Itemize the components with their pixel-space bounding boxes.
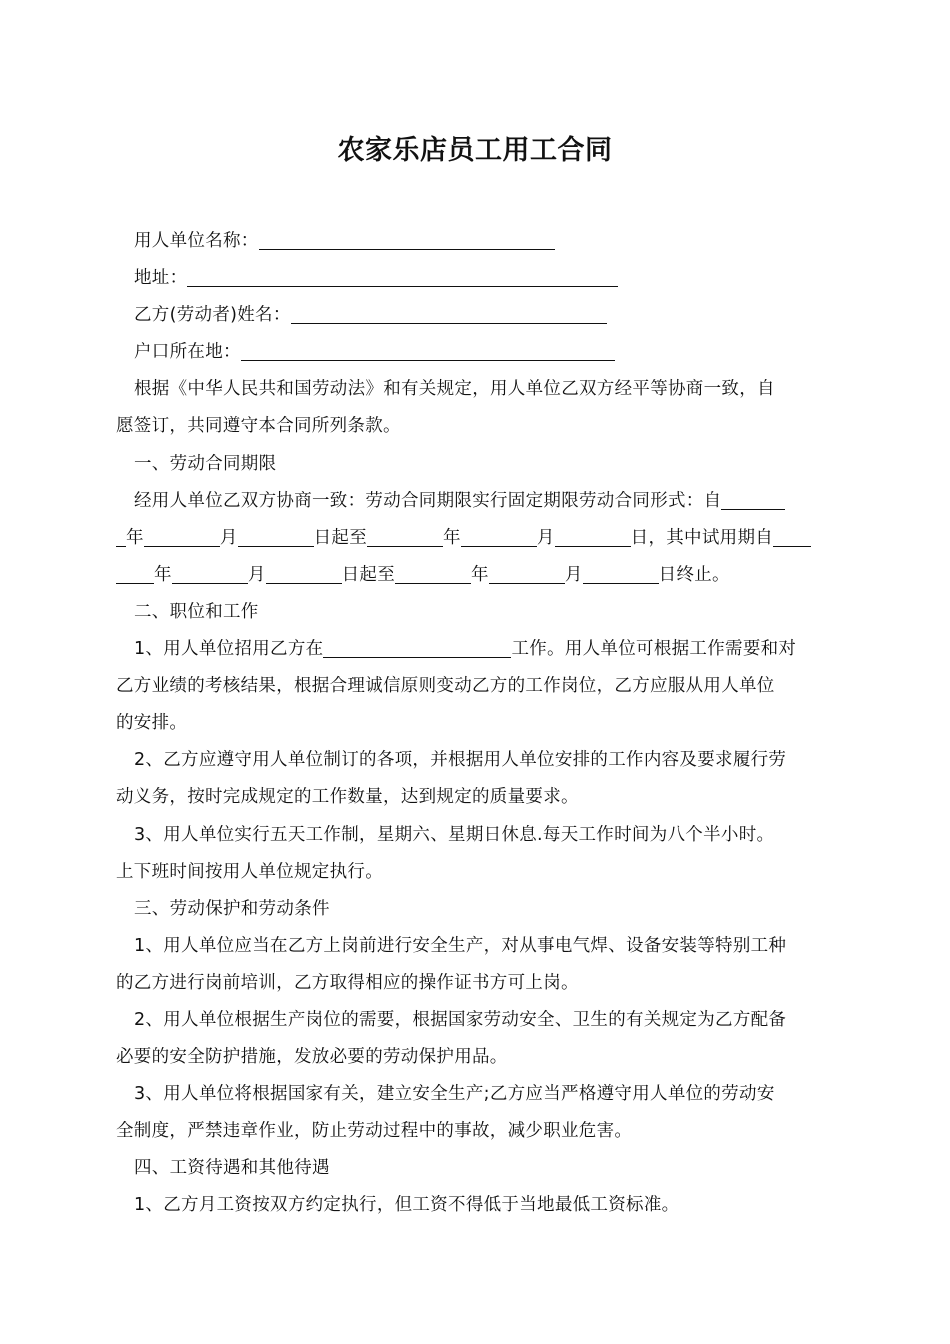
end-year-blank (367, 524, 443, 547)
term-line-2 (116, 520, 836, 557)
start-year-blank-part2 (116, 524, 126, 547)
worker-name-blank (291, 301, 607, 324)
s4-item1-line-1: 1、乙方月工资按双方约定执行，但工资不得低于当地最低工资标准。 (134, 1195, 680, 1216)
s2-item3-line-1: 3、用人单位实行五天工作制，星期六、星期日休息.每天工作时间为八个半小时。 (134, 824, 775, 845)
year-label: 年 (443, 527, 461, 548)
s2-item2-line-1: 2、乙方应遵守用人单位制订的各项，并根据用人单位安排的工作内容及要求履行劳 (134, 750, 787, 771)
probation-year-blank-part2 (116, 561, 154, 584)
end-month-blank (461, 524, 537, 547)
hukou-label: 户口所在地： (134, 342, 241, 363)
s2-item1-text-b: 工作。用人单位可根据工作需要和对 (511, 639, 797, 660)
from-to-label: 日起至 (313, 527, 368, 548)
term-text: 经用人单位乙双方协商一致：劳动合同期限实行固定期限劳动合同形式：自 (134, 490, 722, 511)
hukou-line (116, 334, 836, 371)
start-month-blank (144, 524, 220, 547)
term-line-3 (116, 557, 836, 594)
probation-end-day-blank (583, 561, 659, 584)
document-body (116, 223, 836, 1225)
s2-item1-line-1 (116, 631, 836, 668)
s2-item1-line-3: 的安排。 (116, 713, 188, 734)
probation-end-year-blank (395, 561, 471, 584)
section-1-heading: 一、劳动合同期限 (134, 453, 277, 474)
hukou-blank (241, 338, 615, 361)
section-2-heading: 二、职位和工作 (134, 601, 259, 622)
year-label: 年 (154, 564, 172, 585)
s2-item1-text-a: 1、用人单位招用乙方在 (134, 639, 324, 660)
document-title: 农家乐店员工用工合同 (337, 135, 613, 166)
month-label: 月 (219, 527, 238, 548)
from-to-label: 日起至 (341, 564, 396, 585)
s3-item3-line-2: 全制度，严禁违章作业，防止劳动过程中的事故，减少职业危害。 (116, 1121, 633, 1142)
s3-item1-line-2: 的乙方进行岗前培训，乙方取得相应的操作证书方可上岗。 (116, 972, 579, 993)
start-year-blank-part1 (721, 487, 785, 510)
intro-line-1: 根据《中华人民共和国劳动法》和有关规定，用人单位乙双方经平等协商一致，自 (134, 379, 775, 400)
year-label: 年 (126, 527, 144, 548)
s3-item2-line-1: 2、用人单位根据生产岗位的需要，根据国家劳动安全、卫生的有关规定为乙方配备 (134, 1009, 787, 1030)
worker-name-line (116, 297, 836, 334)
start-day-blank (238, 524, 314, 547)
probation-start-month-blank (172, 561, 248, 584)
address-line (116, 260, 836, 297)
employer-name-label: 用人单位名称： (134, 231, 259, 251)
probation-label: 日，其中试用期自 (630, 527, 774, 548)
probation-year-blank-part1 (773, 524, 811, 547)
s2-item1-line-2: 乙方业绩的考核结果，根据合理诚信原则变动乙方的工作岗位，乙方应服从用人单位 (116, 676, 775, 697)
intro-line-2: 愿签订，共同遵守本合同所列条款。 (116, 416, 401, 437)
employer-name-blank (259, 227, 555, 250)
section-3-heading: 三、劳动保护和劳动条件 (134, 898, 330, 919)
job-position-blank (323, 635, 511, 658)
s2-item2-line-2: 动义务，按时完成规定的工作数量，达到规定的质量要求。 (116, 787, 579, 808)
month-label: 月 (247, 564, 266, 585)
probation-end-month-blank (489, 561, 565, 584)
term-line-1 (116, 483, 836, 520)
s2-item3-line-2: 上下班时间按用人单位规定执行。 (116, 861, 383, 882)
section-4-heading: 四、工资待遇和其他待遇 (134, 1158, 330, 1179)
s3-item2-line-2: 必要的安全防护措施，发放必要的劳动保护用品。 (116, 1047, 508, 1068)
s3-item1-line-1: 1、用人单位应当在乙方上岗前进行安全生产，对从事电气焊、设备安装等特别工种 (134, 935, 787, 956)
address-blank (187, 264, 618, 287)
s3-item3-line-1: 3、用人单位将根据国家有关，建立安全生产;乙方应当严格遵守用人单位的劳动安 (134, 1084, 775, 1105)
worker-name-label: 乙方(劳动者)姓名： (134, 305, 291, 326)
month-label: 月 (564, 564, 583, 585)
year-label: 年 (471, 564, 489, 585)
probation-start-day-blank (266, 561, 342, 584)
employer-name-line (116, 223, 836, 260)
address-label: 地址： (134, 268, 188, 289)
end-day-blank (555, 524, 631, 547)
month-label: 月 (536, 527, 555, 548)
end-label: 日终止。 (658, 564, 730, 585)
